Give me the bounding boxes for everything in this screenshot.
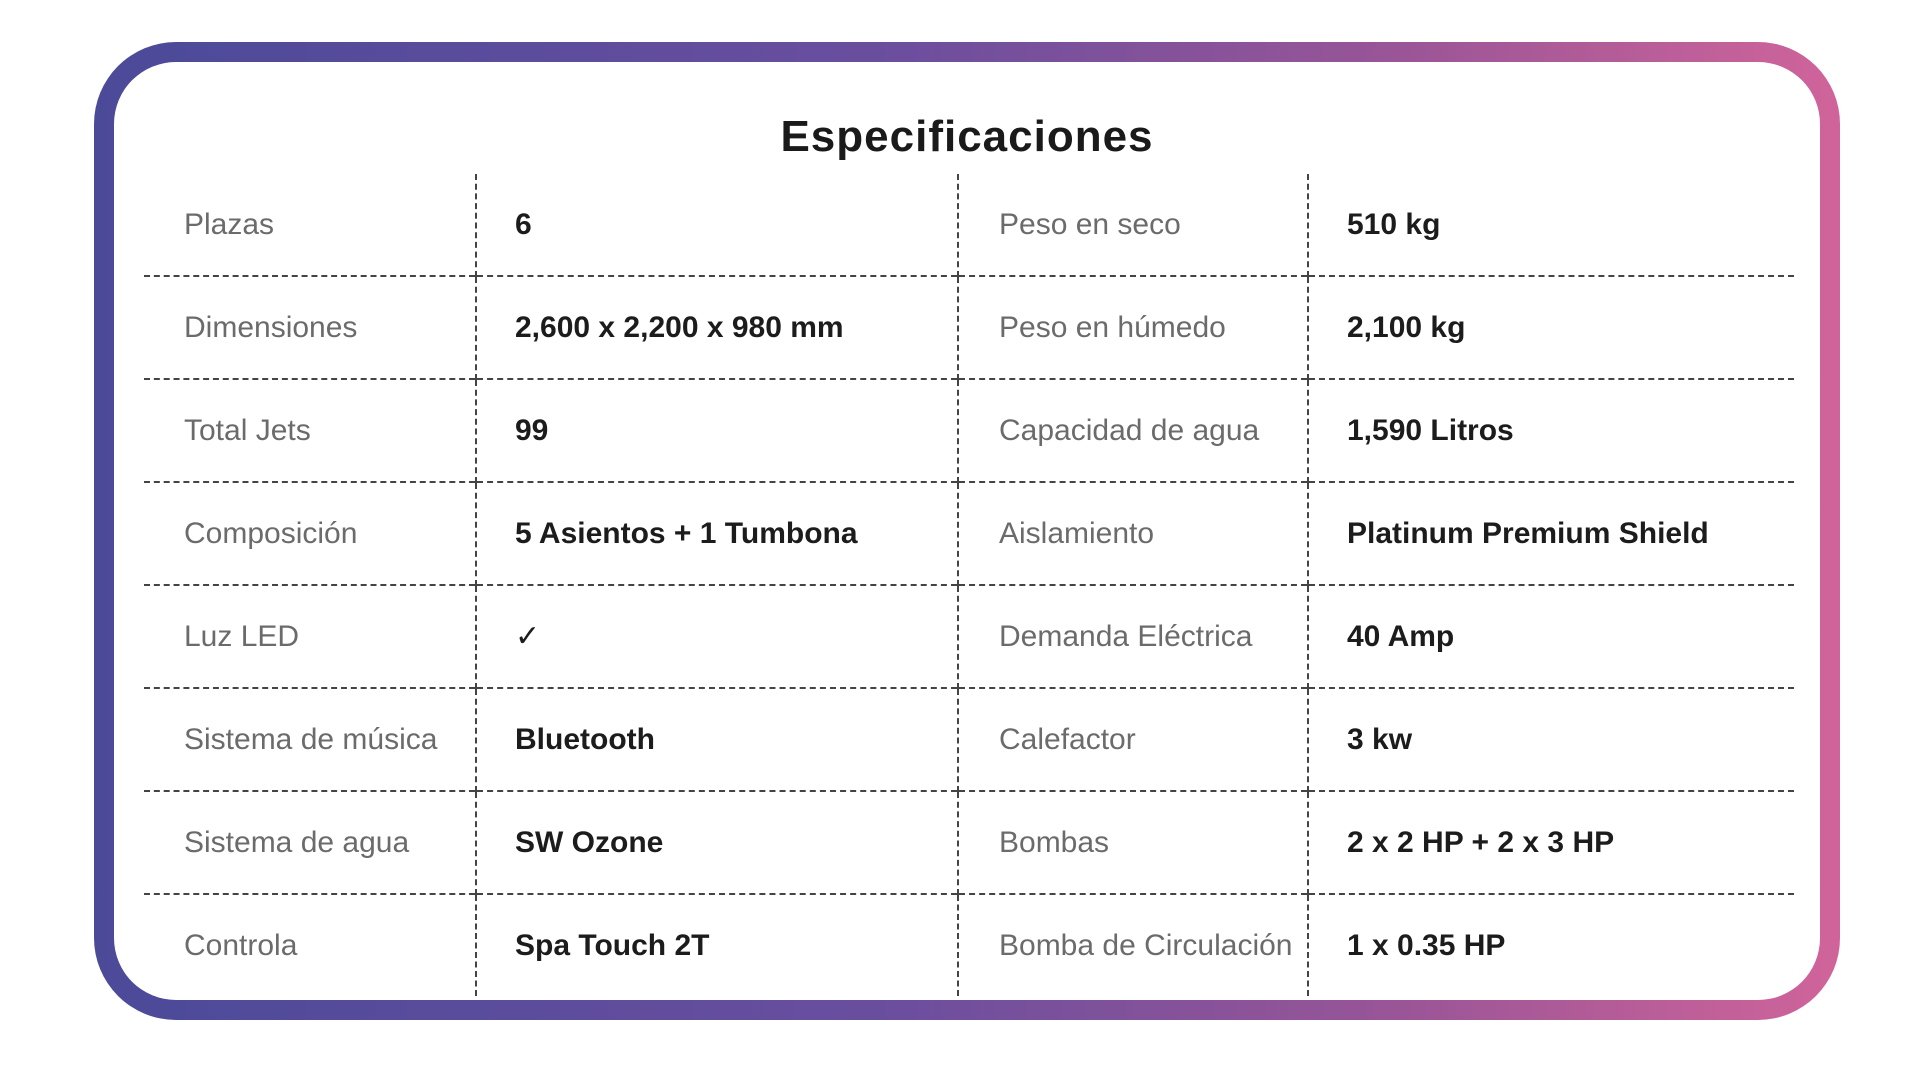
- spec-label: Bomba de Circulación: [958, 894, 1308, 996]
- table-row: [144, 174, 1794, 276]
- spec-label: Luz LED: [144, 585, 476, 688]
- spec-label: Composición: [144, 482, 476, 585]
- spec-card: [114, 62, 1820, 1000]
- spec-value: 3 kw: [1308, 688, 1794, 791]
- spec-label: Dimensiones: [144, 276, 476, 379]
- spec-label: Total Jets: [144, 379, 476, 482]
- spec-label: Sistema de música: [144, 688, 476, 791]
- table-row: [144, 379, 1794, 482]
- spec-label: Capacidad de agua: [958, 379, 1308, 482]
- spec-value: Platinum Premium Shield: [1308, 482, 1794, 585]
- table-row: [144, 791, 1794, 894]
- spec-value: 5 Asientos + 1 Tumbona: [476, 482, 958, 585]
- spec-value: SW Ozone: [476, 791, 958, 894]
- table-row: [144, 688, 1794, 791]
- table-row: [144, 276, 1794, 379]
- page-title: Especificaciones: [780, 112, 1154, 161]
- spec-value: 510 kg: [1308, 174, 1794, 276]
- spec-value: 99: [476, 379, 958, 482]
- spec-value: 1 x 0.35 HP: [1308, 894, 1794, 996]
- spec-label: Sistema de agua: [144, 791, 476, 894]
- spec-table: [144, 174, 1794, 996]
- table-row: [144, 585, 1794, 688]
- spec-label: Peso en húmedo: [958, 276, 1308, 379]
- spec-value: Bluetooth: [476, 688, 958, 791]
- spec-label: Aislamiento: [958, 482, 1308, 585]
- spec-label: Peso en seco: [958, 174, 1308, 276]
- spec-value: 2,600 x 2,200 x 980 mm: [476, 276, 958, 379]
- spec-label: Calefactor: [958, 688, 1308, 791]
- spec-value: Spa Touch 2T: [476, 894, 958, 996]
- spec-card-gradient-border: [94, 42, 1840, 1020]
- spec-value: 1,590 Litros: [1308, 379, 1794, 482]
- spec-value: 6: [476, 174, 958, 276]
- spec-value: 2,100 kg: [1308, 276, 1794, 379]
- spec-label: Demanda Eléctrica: [958, 585, 1308, 688]
- spec-label: Controla: [144, 894, 476, 996]
- spec-label: Bombas: [958, 791, 1308, 894]
- spec-label: Plazas: [184, 207, 275, 241]
- spec-value: 2 x 2 HP + 2 x 3 HP: [1308, 791, 1794, 894]
- checkmark-icon: ✓: [476, 585, 958, 688]
- spec-value: 40 Amp: [1308, 585, 1794, 688]
- table-row: [144, 482, 1794, 585]
- table-row: [144, 894, 1794, 996]
